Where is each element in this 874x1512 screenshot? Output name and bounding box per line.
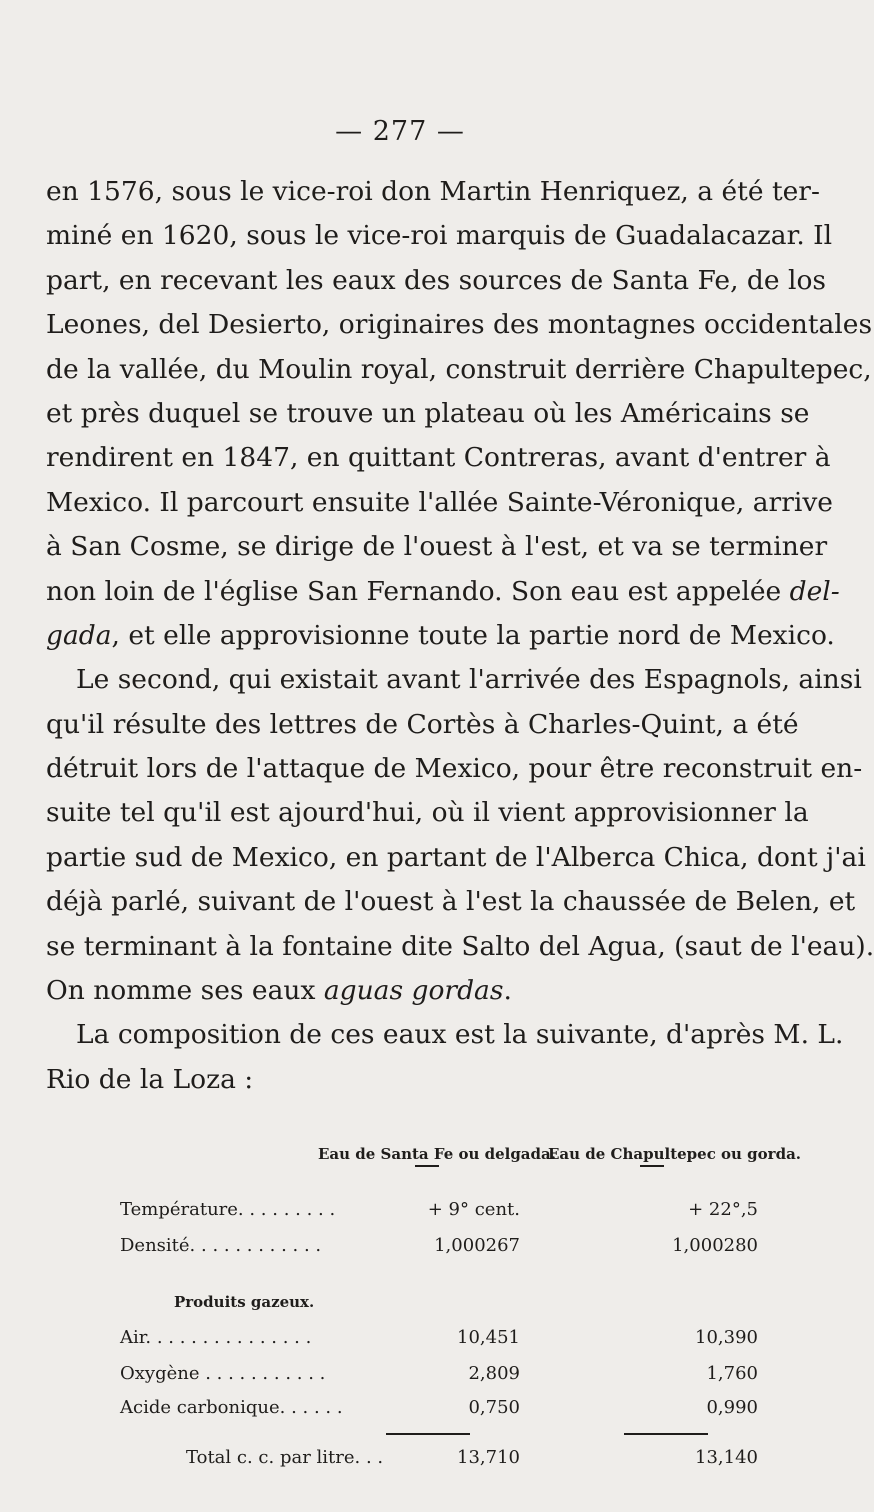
text-line: part, en recevant les eaux des sources de Santa Fe, de los <box>46 264 827 296</box>
text-line: qu'il résulte des lettres de Cortès à Charles-Quint, a été <box>46 708 799 740</box>
row-label: Acide carbonique. . . . . . <box>120 1397 343 1418</box>
sum-rule <box>386 1433 470 1435</box>
value-chapultepec: 1,000280 <box>672 1235 758 1256</box>
text-line: non loin de l'église San Fernando. Son eau est appelée del- <box>46 575 840 607</box>
text-line: Leones, del Desierto, originaires des montagnes occidentales <box>46 309 873 341</box>
sum-rule <box>624 1433 708 1435</box>
column-header-santa-fe: Eau de Santa Fe ou delgada. <box>318 1145 556 1163</box>
text-line: déjà parlé, suivant de l'ouest à l'est la chaussée de Belen, et <box>46 886 856 918</box>
row-label: Oxygène . . . . . . . . . . . <box>120 1363 326 1384</box>
total-label: Total c. c. par litre. . . <box>186 1447 384 1468</box>
table-row <box>120 1327 760 1357</box>
page-number: — 277 — <box>335 116 465 147</box>
text-line: et près duquel se trouve un plateau où les Américains se <box>46 397 810 429</box>
text-line: miné en 1620, sous le vice-roi marquis de Guadalacazar. Il <box>46 220 833 252</box>
value-santa-fe: 10,451 <box>457 1327 520 1348</box>
row-label: Densité. . . . . . . . . . . . <box>120 1235 322 1256</box>
value-chapultepec: 10,390 <box>695 1327 758 1348</box>
table-row <box>120 1363 760 1393</box>
row-label: Air. . . . . . . . . . . . . . . <box>120 1327 312 1348</box>
text-line: Le second, qui existait avant l'arrivée des Espagnols, ainsi <box>76 664 862 696</box>
text-line: La composition de ces eaux est la suivante, d'après M. L. <box>76 1019 844 1051</box>
table-row <box>120 1235 760 1265</box>
text-line: à San Cosme, se dirige de l'ouest à l'est, et va se terminer <box>46 531 828 563</box>
text-line: rendirent en 1847, en quittant Contreras, avant d'entrer à <box>46 442 831 474</box>
text-line: de la vallée, du Moulin royal, construit derrière Chapultepec, <box>46 353 872 385</box>
body-text <box>46 170 874 1102</box>
value-santa-fe: + 9° cent. <box>427 1199 520 1220</box>
table-row <box>120 1397 760 1427</box>
text-line: Rio de la Loza : <box>46 1063 254 1095</box>
value-chapultepec: 1,760 <box>706 1363 758 1384</box>
text-line: suite tel qu'il est ajourd'hui, où il vient approvisionner la <box>46 797 809 829</box>
total-chapultepec: 13,140 <box>695 1447 758 1468</box>
table-row <box>120 1199 760 1229</box>
text-line: détruit lors de l'attaque de Mexico, pour être reconstruit en- <box>46 753 863 785</box>
text-line: en 1576, sous le vice-roi don Martin Henriquez, a été ter- <box>46 176 820 207</box>
value-chapultepec: + 22°,5 <box>688 1199 758 1220</box>
text-line: se terminant à la fontaine dite Salto del Agua, (saut de l'eau). <box>46 930 874 962</box>
subheading-gases: Produits gazeux. <box>174 1293 315 1311</box>
text-line: On nomme ses eaux aguas gordas. <box>46 975 512 1007</box>
column-dash <box>640 1165 664 1167</box>
text-line: Mexico. Il parcourt ensuite l'allée Sainte-Véronique, arrive <box>46 486 833 518</box>
value-chapultepec: 0,990 <box>706 1397 758 1418</box>
value-santa-fe: 1,000267 <box>434 1235 520 1256</box>
column-dash <box>415 1165 439 1167</box>
text-line: partie sud de Mexico, en partant de l'Alberca Chica, dont j'ai <box>46 841 866 873</box>
row-label: Température. . . . . . . . . <box>120 1199 336 1220</box>
value-santa-fe: 2,809 <box>468 1363 520 1384</box>
value-santa-fe: 0,750 <box>468 1397 520 1418</box>
total-santa-fe: 13,710 <box>457 1447 520 1468</box>
text-line: gada, et elle approvisionne toute la partie nord de Mexico. <box>46 619 835 651</box>
column-header-chapultepec: Eau de Chapultepec ou gorda. <box>548 1145 802 1163</box>
